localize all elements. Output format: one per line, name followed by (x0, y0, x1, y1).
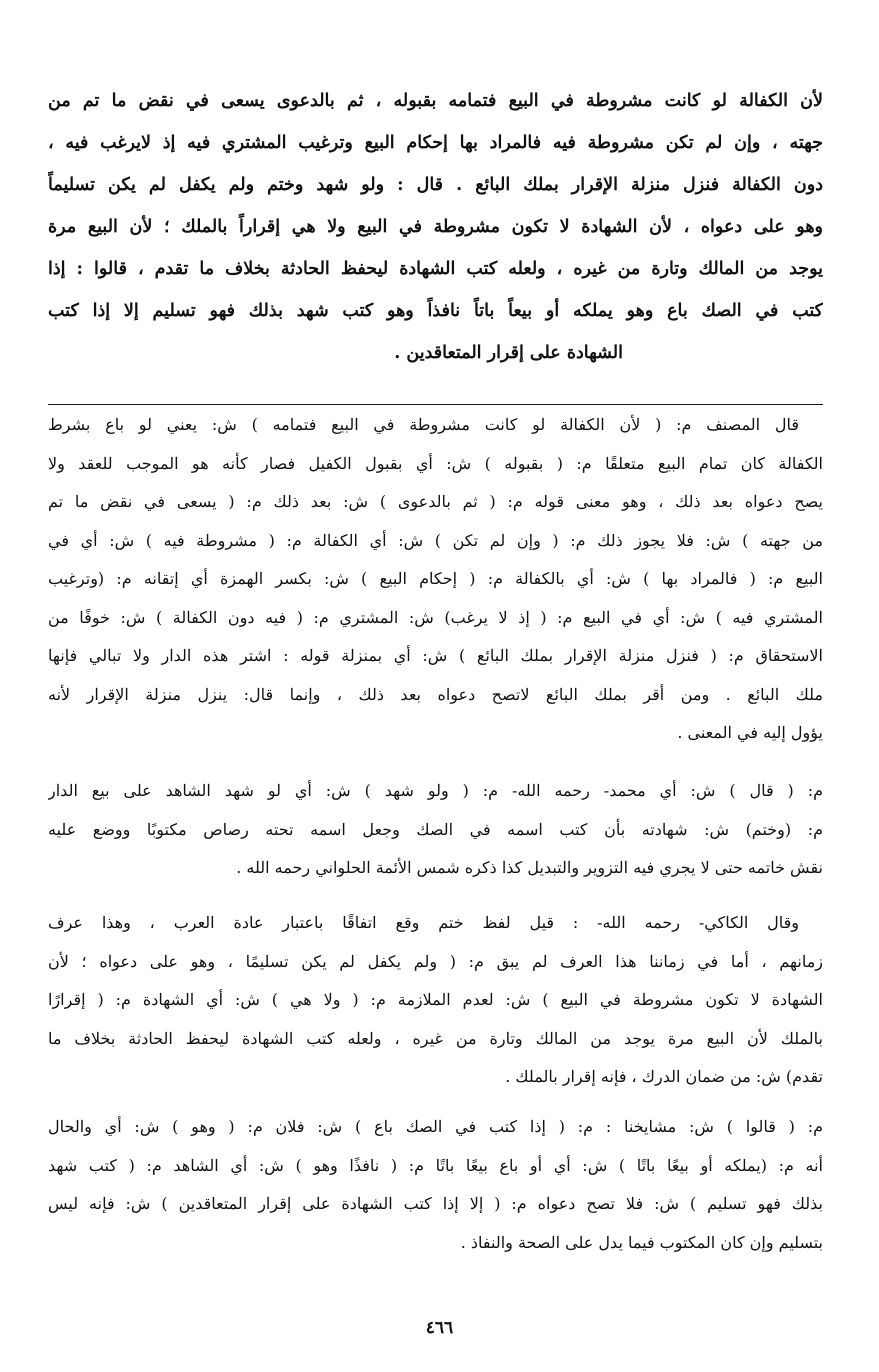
sharh-line: يؤول إليه في المعنى . (677, 723, 823, 742)
sharh-line: المشتري فيه ) ش: أي في البيع م: ( إذ لا يرغب) ش: المشتري م: ( فيه دون الكفالة ) ش: خوفًا من (48, 607, 823, 627)
sharh-line: زمانهم ، أما في زماننا هذا العرف لم يبق م: ( ولم يكفل لم يكن تسليمًا ، وهو على دعواه ؛ لأن (48, 951, 823, 971)
sharh-line: بذلك فهو تسليم ) ش: فلا تصح دعواه م: ( إلا إذا كتب الشهادة على إقرار المتعاقدين ) ش: فإنه ليس (48, 1194, 823, 1213)
sharh-line: الشهادة لا تكون مشروطة في البيع ) ش: لعدم الملازمة م: ( ولا هي ) ش: أي الشهادة م: ( إقرارًا (48, 990, 823, 1009)
sharh-paragraph (48, 406, 823, 753)
matn-text (48, 80, 823, 374)
matn-line: يوجد من المالك وتارة من غيره ، ولعله كتب الشهادة ليحفظ الحادثة بخلاف ما تقدم ، قالوا : إذا (48, 259, 823, 279)
sharh-paragraph (48, 1108, 823, 1262)
sharh-line: الاستحقاق م: ( فنزل منزلة الإقرار بملك البائع ) ش: أي بمنزلة قوله : اشتر هذه الدار ولا تبالي فإنها (48, 646, 823, 665)
sharh-line: من جهته ) ش: فلا يجوز ذلك م: ( وإن لم تكن ) ش: أي الكفالة م: ( مشروطة فيه ) ش: أي في (48, 530, 823, 550)
matn-line: كتب في الصك باع وهو يملكه أو بيعاً باتاً نافذاً وهو كتب شهد بذلك فهو تسليم إلا إذا كتب (48, 301, 823, 321)
sharh-line: تقدم) ش: من ضمان الدرك ، فإنه إقرار بالملك . (505, 1067, 823, 1086)
sharh-line: م: (وختم) ش: شهادته بأن كتب اسمه في الصك وجعل اسمه تحته رصاص مكتوبًا ووضع عليه (48, 819, 823, 839)
sharh-line: ملك البائع . ومن أقر بملك البائع لاتصح دعواه بعد ذلك ، وإنما قال: ينزل منزلة الإقرار لأنه (48, 684, 823, 704)
matn-line: لأن الكفالة لو كانت مشروطة في البيع فتمامه بقبوله ، ثم بالدعوى يسعى في نقض ما تم من (48, 91, 823, 111)
sharh-line: م: ( قالوا ) ش: مشايخنا : م: ( إذا كتب في الصك باع ) ش: فلان م: ( وهو ) ش: أي والحال (48, 1117, 823, 1136)
sharh-line: وقال الكاكي- رحمه الله- : قيل لفظ ختم وقع اتفاقًا باعتبار عادة العرب ، وهذا عرف (48, 913, 799, 932)
matn-line: وهو على دعواه ، لأن الشهادة لا تكون مشروطة في البيع ولا هي إقراراً بالملك ؛ لأن البيع مرة (48, 217, 823, 237)
sharh-line: الكفالة كان تمام البيع متعلقًا م: ( بقبوله ) ش: أي بقبول الكفيل فصار كأنه هو الموجب للعقد ولا (48, 453, 823, 473)
sharh-line: قال المصنف م: ( لأن الكفالة لو كانت مشروطة في البيع فتمامه ) ش: يعني لو باع بشرط (48, 415, 799, 434)
sharh-paragraph (48, 772, 823, 888)
sharh-line: نقش خاتمه حتى لا يجري فيه التزوير والتبديل كذا ذكره شمس الأئمة الحلواني رحمه الله . (236, 858, 823, 877)
sharh-paragraph (48, 904, 823, 1097)
sharh-line: م: ( قال ) ش: أي محمد- رحمه الله- م: ( ولو شهد ) ش: أي لو شهد الشاهد على بيع الدار (48, 781, 823, 800)
sharh-line: بالملك لأن البيع مرة يوجد من المالك وتارة من غيره ، ولعله كتب الشهادة ليحفظ الحادثة بخلاف ما (48, 1028, 823, 1048)
matn-line: دون الكفالة فنزل منزلة الإقرار بملك البائع . قال : ولو شهد وختم ولم يكفل لم يكن تسليماً (48, 175, 823, 195)
matn-line: الشهادة على إقرار المتعاقدين . (394, 343, 623, 363)
sharh-line: يصح دعواه بعد ذلك ، وهو معنى قوله م: ( ثم بالدعوى ) ش: بعد ذلك م: ( يسعى في نقض ما تم (48, 492, 823, 511)
page-number: ٤٦٦ (425, 1318, 454, 1338)
sharh-line: البيع م: ( فالمراد بها ) ش: أي بالكفالة م: ( إحكام البيع ) ش: بكسر الهمزة أي إتقانه م: (وترغيب (48, 569, 823, 588)
separator-rule (48, 404, 823, 405)
sharh-line: أنه م: (يملكه أو بيعًا باتًا ) ش: أي أو باع بيعًا باتًا م: ( نافذًا وهو ) ش: أي الشاهد م: ( كتب شهد (48, 1155, 823, 1175)
matn-line: جهته ، وإن لم تكن مشروطة فيه فالمراد بها إحكام البيع وترغيب المشتري فيه إذ لايرغب فيه ، (48, 133, 823, 153)
sharh-line: بتسليم وإن كان المكتوب فيما يدل على الصحة والنفاذ . (460, 1232, 823, 1252)
